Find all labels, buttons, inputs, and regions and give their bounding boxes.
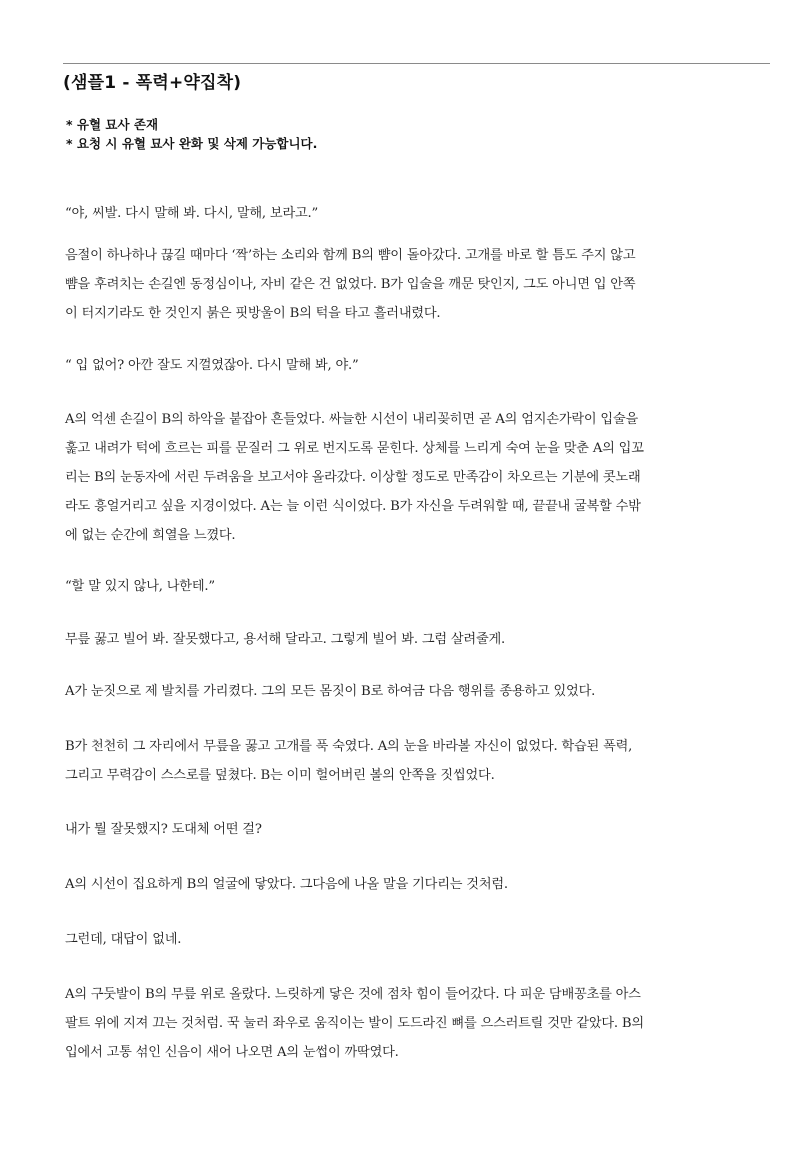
paragraph bbox=[65, 925, 755, 954]
text-line: 무릎 꿇고 빌어 봐. 잘못했다고, 용서해 달라고. 그렇게 빌어 봐. 그럼 살려줄게. bbox=[65, 632, 506, 647]
document-title: (샘플1 - 폭력+약집착) bbox=[63, 73, 242, 93]
text-line: 입에서 고통 섞인 신음이 새어 나오면 A의 눈썹이 까딱였다. bbox=[65, 1045, 399, 1060]
note-line: * 요청 시 유혈 묘사 완화 및 삭제 가능합니다. bbox=[66, 136, 318, 151]
paragraph bbox=[65, 572, 755, 601]
text-line: A의 억센 손길이 B의 하악을 붙잡아 흔들었다. 싸늘한 시선이 내리꽂히면 곧 A의 엄지손가락이 입술을 bbox=[65, 412, 639, 427]
paragraph bbox=[65, 199, 755, 228]
text-line: 그리고 무력감이 스스로를 덮쳤다. B는 이미 헐어버린 볼의 안쪽을 짓씹었다. bbox=[65, 768, 495, 783]
paragraph bbox=[65, 241, 755, 328]
text-line: A의 구둣발이 B의 무릎 위로 올랐다. 느릿하게 닿은 것에 점차 힘이 들어갔다. 다 피운 담배꽁초를 아스 bbox=[65, 987, 641, 1002]
text-line: 이 터지기라도 한 것인지 붉은 핏방울이 B의 턱을 타고 흘러내렸다. bbox=[65, 306, 441, 321]
text-line: 팔트 위에 지져 끄는 것처럼. 꾹 눌러 좌우로 움직이는 발이 도드라진 뼈를 으스러트릴 것만 같았다. B의 bbox=[65, 1016, 644, 1031]
text-line: “할 말 있지 않나, 나한테.” bbox=[65, 579, 215, 594]
text-line: 음절이 하나하나 끊길 때마다 ‘짝’하는 소리와 함께 B의 뺨이 돌아갔다. 고개를 바로 할 틈도 주지 않고 bbox=[65, 248, 636, 263]
note-line: * 유혈 묘사 존재 bbox=[66, 117, 159, 132]
content-warning-notes bbox=[66, 115, 317, 153]
header-rule bbox=[63, 63, 770, 64]
text-line: 라도 흥얼거리고 싶을 지경이었다. A는 늘 이런 식이었다. B가 자신을 두려워할 때, 끝끝내 굴복할 수밖 bbox=[65, 499, 641, 514]
paragraph bbox=[65, 980, 755, 1067]
text-line: “야, 씨발. 다시 말해 봐. 다시, 말해, 보라고.” bbox=[65, 206, 319, 221]
paragraph bbox=[65, 351, 755, 380]
text-line: B가 천천히 그 자리에서 무릎을 꿇고 고개를 푹 숙였다. A의 눈을 바라볼 자신이 없었다. 학습된 폭력, bbox=[65, 739, 633, 754]
paragraph bbox=[65, 625, 755, 654]
paragraph bbox=[65, 815, 755, 844]
paragraph bbox=[65, 870, 755, 899]
text-line: 훑고 내려가 턱에 흐르는 피를 문질러 그 위로 번지도록 묻힌다. 상체를 느리게 숙여 눈을 맞춘 A의 입꼬 bbox=[65, 441, 644, 456]
paragraph bbox=[65, 677, 755, 706]
paragraph bbox=[65, 405, 755, 550]
text-line: A의 시선이 집요하게 B의 얼굴에 닿았다. 그다음에 나올 말을 기다리는 것처럼. bbox=[65, 877, 508, 892]
text-line: 리는 B의 눈동자에 서린 두려움을 보고서야 올라갔다. 이상할 정도로 만족감이 차오르는 기분에 콧노래 bbox=[65, 470, 641, 485]
text-line: 에 없는 순간에 희열을 느꼈다. bbox=[65, 528, 236, 543]
text-line: 뺨을 후려치는 손길엔 동정심이나, 자비 같은 건 없었다. B가 입술을 깨문 탓인지, 그도 아니면 입 안쪽 bbox=[65, 277, 636, 292]
paragraph bbox=[65, 732, 755, 790]
text-line: 내가 뭘 잘못했지? 도대체 어떤 걸? bbox=[65, 822, 262, 837]
text-line: A가 눈짓으로 제 발치를 가리켰다. 그의 모든 몸짓이 B로 하여금 다음 행위를 종용하고 있었다. bbox=[65, 684, 596, 699]
text-line: “ 입 없어? 아깐 잘도 지껄였잖아. 다시 말해 봐, 야.” bbox=[65, 358, 359, 373]
text-line: 그런데, 대답이 없네. bbox=[65, 932, 182, 947]
